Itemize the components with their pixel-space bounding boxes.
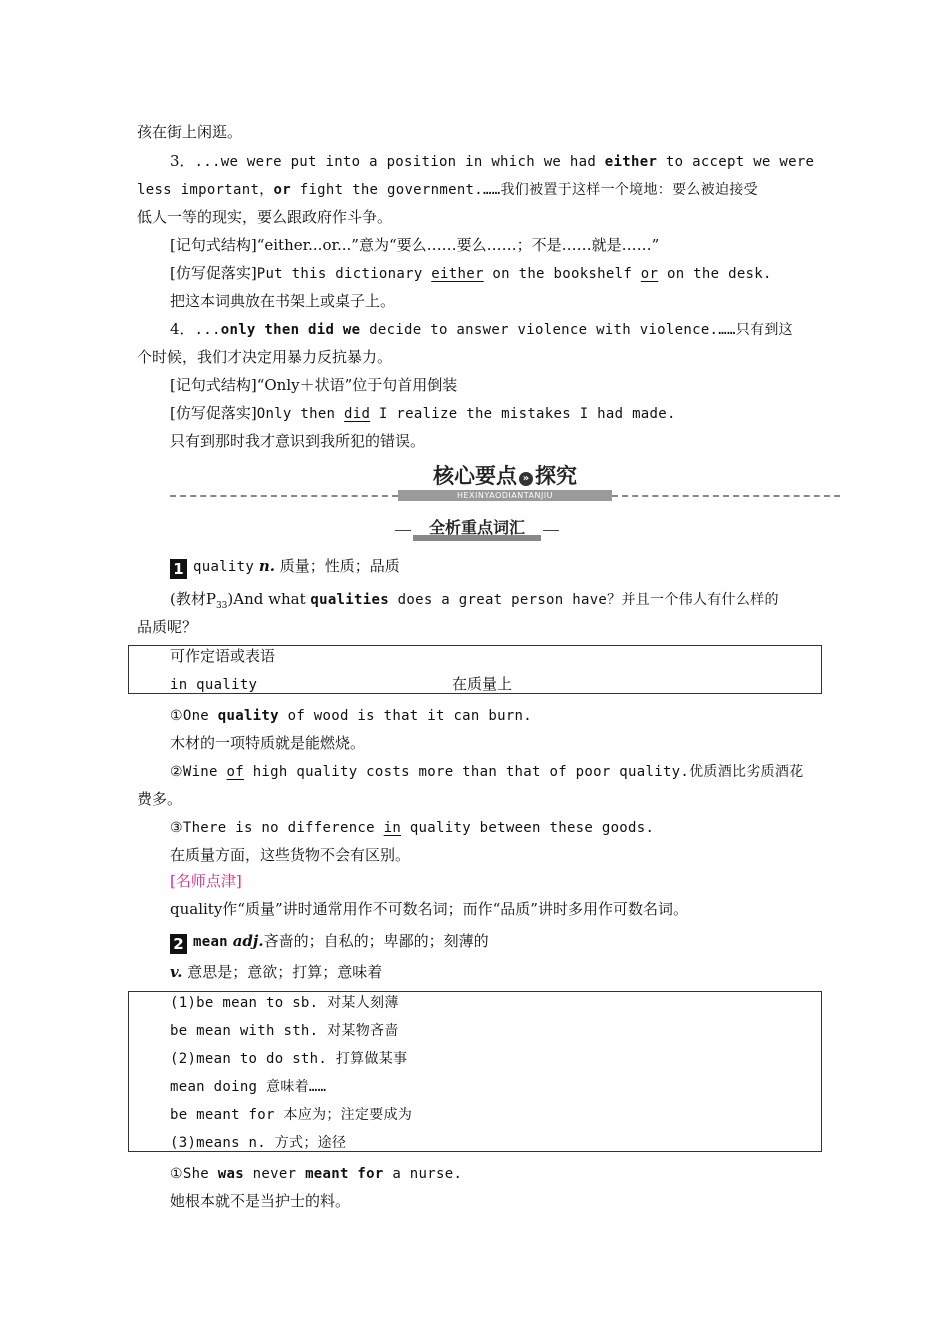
blank-answer: or [640,266,659,282]
arrow-icon: » [519,472,533,486]
imitation-sentence: [仿写促落实]Only then did I realize the mistakes I had made. [170,404,676,422]
sub-section-title: 全析重点词汇 [428,518,525,537]
item-number-badge: 2 [170,934,187,954]
example-2-cont: 费多。 [137,790,183,808]
divider [612,495,840,497]
usage-row: 可作定语或表语 [170,647,276,665]
usage-row: mean doing 意味着…… [170,1079,327,1095]
blank-answer: of [226,764,244,780]
textbook-reference-cont: 品质呢？ [137,618,198,636]
sentence-3-line-2: less important，or fight the government.……我们被置于这样一个境地：要么被迫接受 [137,182,758,198]
imitation-sentence: [仿写促落实]Put this dictionary either on the bookshelf or on the desk. [170,264,772,282]
divider [395,530,411,531]
blank-answer: in [383,820,402,836]
sentence-number: 4． [170,320,195,338]
keyword-or: or [273,182,291,198]
usage-row: (3)means n. 方式；途径 [170,1135,347,1151]
keyword-qualities: qualities [310,592,389,608]
usage-row: be mean with sth. 对某物吝啬 [170,1023,399,1039]
usage-row: (2)mean to do sth. 打算做某事 [170,1051,408,1067]
part-of-speech: n. [258,557,276,575]
item-number-badge: 1 [170,559,187,579]
verb-meaning: v. 意思是；意欲；打算；意味着 [170,963,383,981]
blank-answer: either [431,266,484,282]
example-1: ①She was never meant for a nurse. [170,1166,463,1182]
part-of-speech: v. [170,963,183,981]
keyword-either: either [604,154,658,170]
example-3-translation: 在质量方面，这些货物不会有区别。 [170,846,411,864]
sentence-4-line-1: 4．...only then did we decide to answer violence with violence.……只有到这 [170,320,793,338]
vocab-heading-quality: 1 quality n. 质量；性质；品质 [170,552,860,581]
example-1: ①One quality of wood is that it can burn. [170,708,533,724]
part-of-speech: adj. [232,932,264,950]
keyword-only-then: only then did we [220,322,361,338]
example-1-translation: 木材的一项特质就是能燃烧。 [170,734,366,752]
headword: mean [193,934,228,950]
sentence-4-line-2: 个时候，我们才决定用暴力反抗暴力。 [137,348,393,366]
translation: 只有到那时我才意识到我所犯的错误。 [170,432,426,450]
example-1-translation: 她根本就不是当护士的料。 [170,1192,351,1210]
usage-row: (1)be mean to sb. 对某人刻薄 [170,995,399,1011]
divider [170,495,398,497]
teacher-tip-label: [名师点津] [170,872,242,890]
translation: 把这本词典放在书架上或桌子上。 [170,292,396,310]
sub-section-banner [395,517,560,541]
structure-note: [记句式结构]“Only＋状语”位于句首用倒装 [170,376,458,394]
usage-row-meaning: 在质量上 [452,675,513,693]
usage-row: in quality [170,677,258,693]
blank-answer: did [344,406,371,422]
headword: quality [193,559,255,575]
example-2: ②Wine of high quality costs more than that of poor quality.优质酒比劣质酒花 [170,764,804,780]
sentence-number: 3． [170,152,195,170]
example-3: ③There is no difference in quality between these goods. [170,820,655,836]
sentence-3-line-3: 低人一等的现实，要么跟政府作斗争。 [137,208,393,226]
section-title: 核心要点 » 探究 [433,464,577,488]
divider [543,530,559,531]
text-line: 孩在街上闲逛。 [137,123,243,141]
structure-note: [记句式结构]“either...or...”意为“要么……要么……；不是……就是……” [170,236,660,254]
section-banner [170,462,840,504]
teacher-tip-text: quality作“质量”讲时通常用作不可数名词；而作“品质”讲时多用作可数名词。 [170,900,688,918]
vocab-heading-mean: 2 mean adj.吝啬的；自私的；卑鄙的；刻薄的 [170,927,860,956]
textbook-reference: (教材$P_{33})And$ what qualities does a great person have？并且一个伟人有什么样的 [170,590,779,611]
sentence-3-line-1: 3．...we were put into a position in which we had either to accept we were [170,152,815,170]
usage-row: be meant for 本应为；注定要成为 [170,1107,413,1123]
section-subtitle: HEXINYAODIANTANJIU [398,490,612,501]
